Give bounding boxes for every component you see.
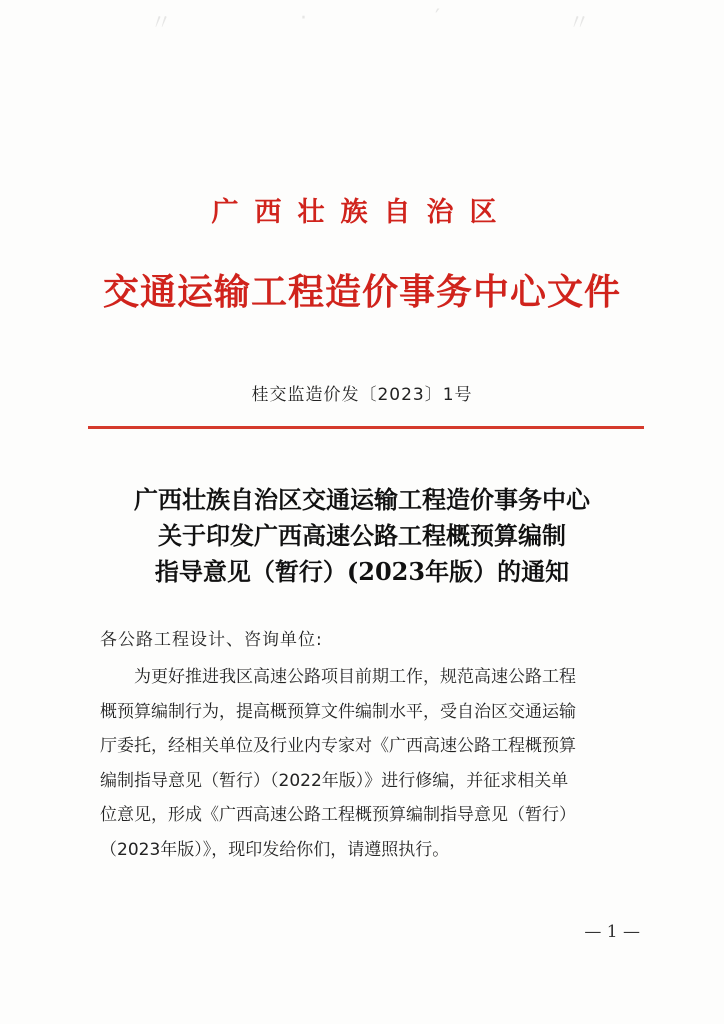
page-number: — 1 — — [584, 922, 640, 942]
body-line: 概预算编制行为，提高概预算文件编制水平，受自治区交通运输 — [100, 701, 576, 722]
bleed-through-marks — [150, 6, 590, 36]
issuer-region: 广西壮族自治区 — [211, 197, 513, 228]
salutation: 各公路工程设计、咨询单位: — [100, 630, 323, 650]
body-line: 厅委托，经相关单位及行业内专家对《广西高速公路工程概预算 — [100, 736, 576, 756]
title-line: 关于印发广西高速公路工程概预算编制 — [158, 521, 566, 550]
bleed-mark: ′ — [434, 6, 440, 31]
issuer-title: 交通运输工程造价事务中心文件 — [102, 271, 621, 313]
bleed-mark: 〃 — [150, 11, 173, 36]
body-paragraph — [100, 660, 640, 867]
red-separator-line — [88, 426, 644, 429]
notice-title — [0, 482, 724, 590]
bleed-mark: · — [300, 6, 307, 31]
body-line: 为更好推进我区高速公路项目前期工作，规范高速公路工程 — [134, 667, 576, 687]
body-line: 编制指导意见（暂行）（2022年版）》进行修编，并征求相关单 — [100, 770, 569, 791]
document-number: 桂交监造价发〔2023〕1号 — [251, 385, 473, 405]
body-line: 位意见，形成《广西高速公路工程概预算编制指导意见（暂行） — [100, 805, 576, 825]
title-line: 广西壮族自治区交通运输工程造价事务中心 — [134, 485, 590, 514]
body-line: （2023年版）》，现印发给你们，请遵照执行。 — [100, 839, 450, 860]
bleed-mark: 〃 — [567, 11, 590, 36]
title-line: 指导意见（暂行）(2023年版）的通知 — [154, 557, 570, 586]
